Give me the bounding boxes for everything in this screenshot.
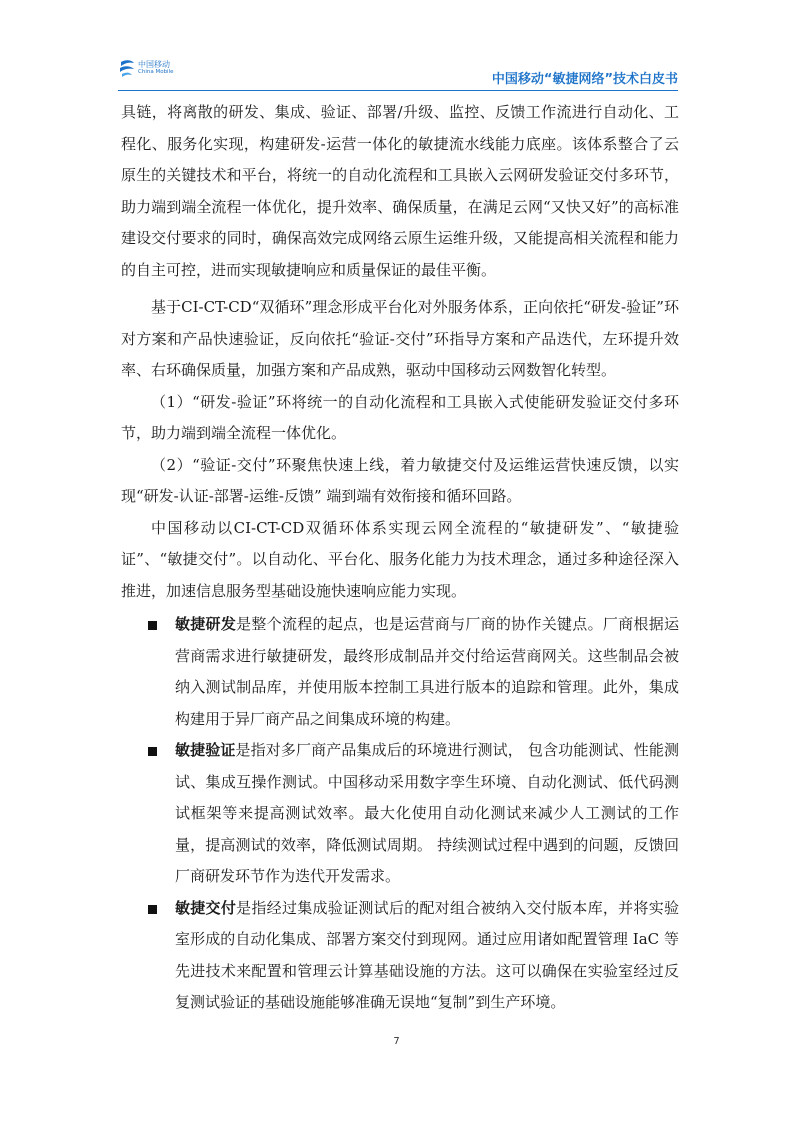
bullet-text: 是整个流程的起点，也是运营商与厂商的协作关键点。厂商根据运营商需求进行敏捷研发，最终形成制品并交付给运营商网关。这些制品会被纳入测试制品库，并使用版本控制工具进行版本的追踪和管理。此外，集成构建用于异厂商产品之间集成环境的构建。: [175, 615, 679, 728]
paragraph-3: （1）“研发-验证”环将统一的自动化流程和工具嵌入式使能研发验证交付多环节，助力端到端全流程一体优化。: [121, 392, 679, 442]
page-number: 7: [393, 1036, 400, 1047]
paragraph-4: （2）“验证-交付”环聚焦快速上线，着力敏捷交付及运维运营快速反馈，以实现“研发-认证-部署-运维-反馈” 端到端有效衔接和循环回路。: [121, 455, 679, 505]
china-mobile-logo-icon: [118, 58, 136, 78]
header-divider: [118, 90, 678, 91]
square-bullet-icon: [148, 747, 157, 756]
bullet-text: 是指经过集成验证测试后的配对组合被纳入交付版本库，并将实验室形成的自动化集成、部署方案交付到现网。通过应用诸如配置管理 IaC 等先进技术来配置和管理云计算基础设施的方法。这可以确保在实验室经过反复测试验证的基础设施能够准确无误地“复制”到生产环境。: [175, 898, 679, 1011]
logo-text-en: China Mobile: [138, 69, 174, 75]
document-title: 中国移动“敏捷网络”技术白皮书: [491, 72, 678, 87]
logo-text-cn: 中国移动: [138, 60, 170, 69]
page-header: [118, 50, 678, 90]
square-bullet-icon: [148, 905, 157, 914]
paragraph-1: 具链，将离散的研发、集成、验证、部署/升级、监控、反馈工作流进行自动化、工程化、服务化实现，构建研发-运营一体化的敏捷流水线能力底座。该体系整合了云原生的关键技术和平台，将统一的自动化流程和工具嵌入云网研发验证交付多环节，助力端到端全流程一体优化，提升效率、确保质量，在满足云网“又快又好”的高标准建设交付要求的同时，确保高效完成网络云原生运维升级，又能提高相关流程和能力的自主可控，进而实现敏捷响应和质量保证的最佳平衡。: [121, 103, 679, 279]
list-item: [121, 609, 679, 735]
list-item: [121, 893, 679, 1019]
paragraph-2: 基于CI-CT-CD“双循环”理念形成平台化对外服务体系，正向依托“研发-验证”环对方案和产品快速验证，反向依托“验证-交付”环指导方案和产品迭代，左环提升效率、右环确保质量，加强方案和产品成熟，驱动中国移动云网数智化转型。: [121, 298, 679, 379]
bullet-term: 敏捷交付: [175, 898, 237, 917]
square-bullet-icon: [148, 621, 157, 630]
bullet-term: 敏捷验证: [175, 741, 236, 759]
bullet-term: 敏捷研发: [175, 615, 237, 633]
bullet-list: [121, 609, 679, 1019]
china-mobile-logo: [118, 56, 208, 86]
page-body: [121, 97, 679, 1019]
paragraph-5: 中国移动以CI-CT-CD双循环体系实现云网全流程的“敏捷研发”、“敏捷验证”、“敏捷交付”。以自动化、平台化、服务化能力为技术理念，通过多种途径深入推进，加速信息服务型基础设施快速响应能力实现。: [121, 518, 679, 600]
bullet-text: 是指对多厂商产品集成后的环境进行测试， 包含功能测试、性能测试、集成互操作测试。中国移动采用数字孪生环境、自动化测试、低代码测试框架等来提高测试效率。最大化使用自动化测试来减少人工测试的工作量，提高测试的效率，降低测试周期。 持续测试过程中遇到的问题，反馈回厂商研发环节作为迭代开发需求。: [175, 741, 679, 885]
list-item: [121, 735, 679, 893]
